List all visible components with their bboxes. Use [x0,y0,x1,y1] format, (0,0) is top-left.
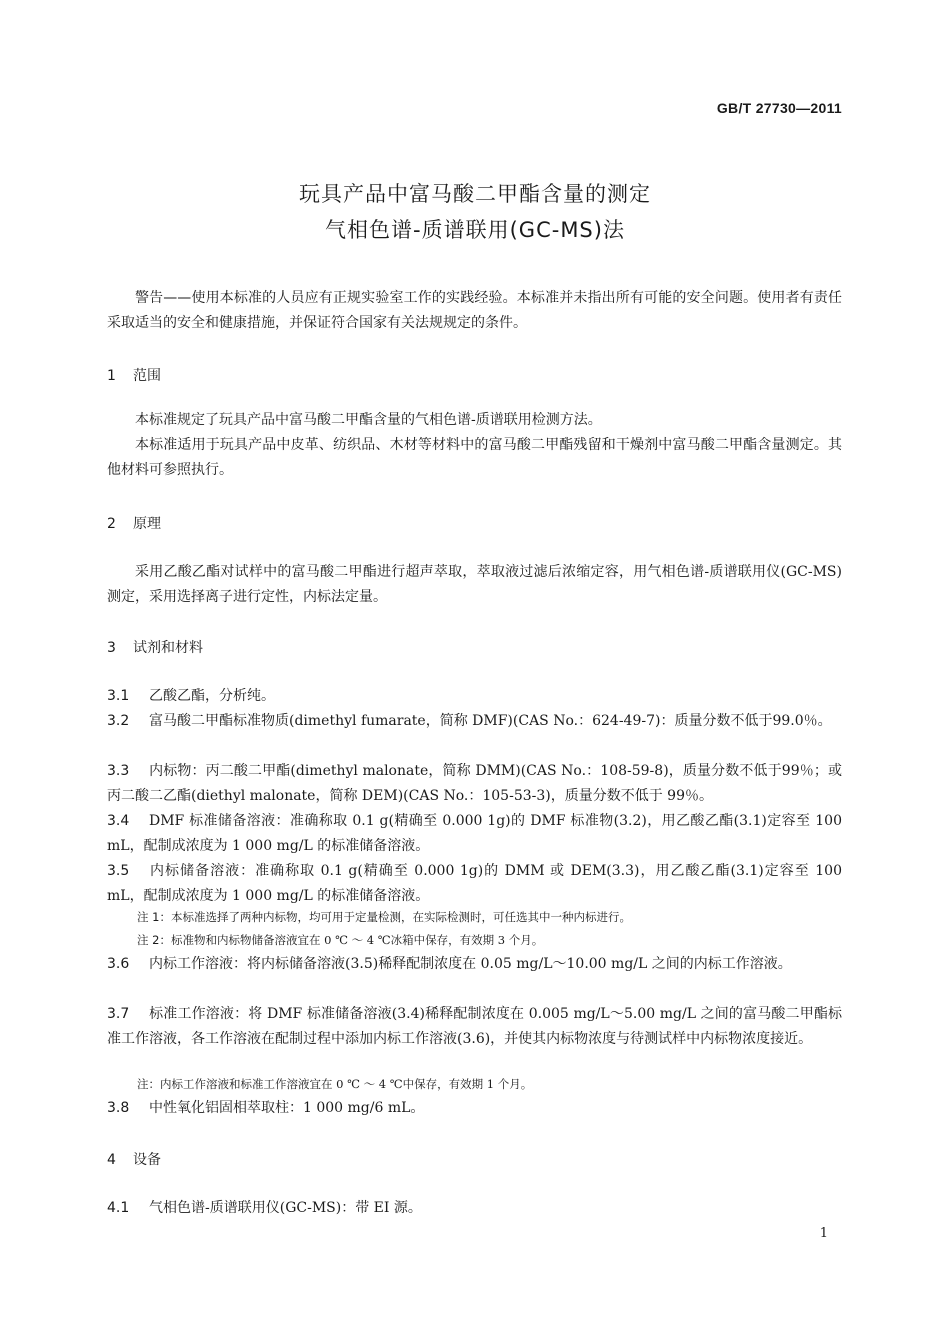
item-text: 内标工作溶液：将内标储备溶液(3.5)稀释配制浓度在 0.05 mg/L～10.00 mg/L 之间的内标工作溶液。 [149,956,792,972]
note-text: 内标工作溶液和标准工作溶液宜在 0 ℃ ～ 4 ℃中保存，有效期 1 个月。 [160,1077,533,1091]
section-title: 范围 [133,368,161,384]
section-heading-reagents [107,636,203,661]
document-title-line2: 气相色谱-质谱联用(GC-MS)法 [325,218,625,242]
principle-paragraph: 采用乙酸乙酯对试样中的富马酸二甲酯进行超声萃取，萃取液过滤后浓缩定容，用气相色谱-质谱联用仪(GC-MS)测定，采用选择离子进行定性，内标法定量。 [107,564,842,605]
item-3-1 [107,684,842,709]
item-text: DMF 标准储备溶液：准确称取 0.1 g(精确至 0.000 1g)的 DMF 标准物(3.2)，用乙酸乙酯(3.1)定容至 100 mL，配制成浓度为 1 000 mg/L 的标准储备溶液。 [107,813,842,854]
section-number: 4 [107,1152,116,1168]
item-3-4 [107,809,842,859]
item-text: 中性氧化铝固相萃取柱：1 000 mg/6 mL。 [149,1100,425,1116]
note-text: 标准物和内标物储备溶液宜在 0 ℃ ～ 4 ℃冰箱中保存，有效期 3 个月。 [170,933,544,947]
document-title-line1: 玩具产品中富马酸二甲酯含量的测定 [299,182,651,206]
note-3 [137,1074,532,1094]
note-1 [137,907,631,927]
item-text: 乙酸乙酯，分析纯。 [149,688,275,704]
page-number: 1 [819,1226,828,1241]
section-heading-principle [107,512,161,537]
item-3-2 [107,709,842,734]
item-number: 3.2 [107,713,130,729]
item-number: 3.3 [107,763,130,779]
item-4-1 [107,1196,842,1221]
item-text: 内标储备溶液：准确称取 0.1 g(精确至 0.000 1g)的 DMM 或 DEM(3.3)，用乙酸乙酯(3.1)定容至 100 mL，配制成浓度为 1 000 mg/L 的标准储备溶液。 [107,863,842,904]
item-text: 内标物：丙二酸二甲酯(dimethyl malonate，简称 DMM)(CAS No.：108-59-8)，质量分数不低于99％；或丙二酸二乙酯(diethyl malonate，简称 DEM)(CAS No.：105-53-3)，质量分数不低于 99％。 [107,763,842,804]
item-text: 气相色谱-质谱联用仪(GC-MS)：带 EI 源。 [149,1200,422,1216]
standard-code: GB/T 27730—2011 [716,100,842,116]
item-3-6 [107,952,842,977]
warning-paragraph: 警告——使用本标准的人员应有正规实验室工作的实践经验。本标准并未指出所有可能的安全问题。使用者有责任采取适当的安全和健康措施，并保证符合国家有关法规规定的条件。 [107,290,842,331]
document-body [107,286,842,1216]
scope-paragraph-2: 本标准适用于玩具产品中皮革、纺织品、木材等材料中的富马酸二甲酯残留和干燥剂中富马酸二甲酯含量测定。其他材料可参照执行。 [107,437,842,478]
item-number: 4.1 [107,1200,130,1216]
section-title: 设备 [133,1152,161,1168]
scope-paragraph-1: 本标准规定了玩具产品中富马酸二甲酯含量的气相色谱-质谱联用检测方法。 [135,412,602,428]
item-number: 3.7 [107,1006,130,1022]
section-heading-equipment [107,1148,161,1173]
item-number: 3.6 [107,956,130,972]
item-3-7 [107,1002,842,1052]
section-heading-scope [107,364,161,389]
item-number: 3.8 [107,1100,130,1116]
section-number: 1 [107,368,116,384]
note-label: 注： [137,1077,160,1091]
section-number: 3 [107,640,116,656]
item-number: 3.1 [107,688,130,704]
note-text: 本标准选择了两种内标物，均可用于定量检测，在实际检测时，可任选其中一种内标进行。 [170,910,631,924]
item-text: 标准工作溶液：将 DMF 标准储备溶液(3.4)稀释配制浓度在 0.005 mg/L～5.00 mg/L 之间的富马酸二甲酯标准工作溶液，各工作溶液在配制过程中添加内标工作溶液(3.6)，并使其内标物浓度与待测试样中内标物浓度接近。 [107,1006,842,1047]
item-3-3 [107,759,842,809]
note-label: 注 1： [137,910,171,924]
item-3-5 [107,859,842,909]
section-number: 2 [107,516,116,532]
item-text: 富马酸二甲酯标准物质(dimethyl fumarate，简称 DMF)(CAS No.：624-49-7)：质量分数不低于99.0％。 [149,713,832,729]
item-number: 3.4 [107,813,130,829]
note-label: 注 2： [137,933,171,947]
section-title: 试剂和材料 [133,640,203,656]
note-2 [137,930,543,950]
item-number: 3.5 [107,863,130,879]
item-3-8 [107,1096,842,1121]
section-title: 原理 [133,516,161,532]
